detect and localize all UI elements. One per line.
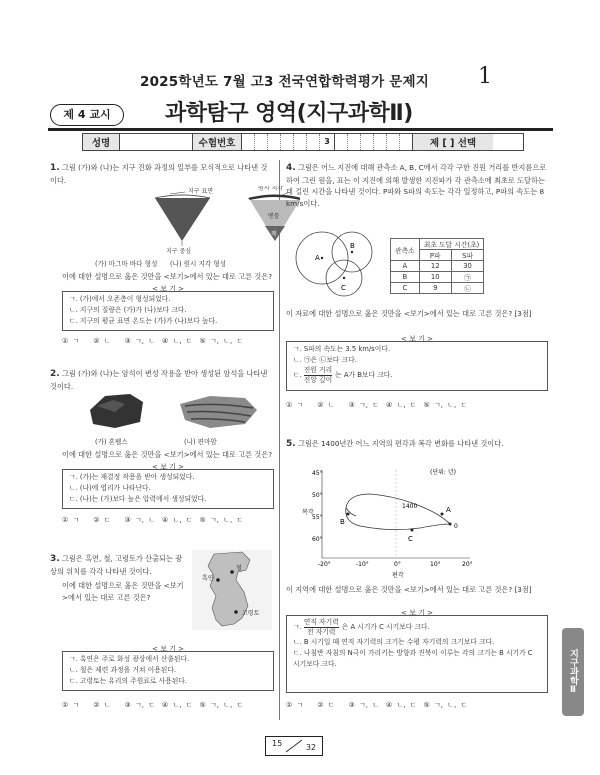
q5-bogi-1-head: ㄱ. bbox=[293, 623, 302, 631]
q4-bogi-title: < 보 기 > bbox=[401, 335, 433, 343]
magma-ocean-wedge bbox=[155, 198, 210, 241]
info-row bbox=[82, 133, 524, 151]
q5-bogi-2: ㄴ. B 시기일 때 연직 자기력의 크기는 수평 자기력의 크기보다 크다. bbox=[293, 638, 495, 646]
label-center: 지구 중심 bbox=[166, 248, 192, 255]
q1-bogi-3: ㄷ. 지구의 평균 표면 온도는 (가)가 (나)보다 높다. bbox=[69, 317, 218, 325]
q5-bogi-title: < 보 기 > bbox=[401, 609, 433, 617]
q2-bogi bbox=[62, 469, 274, 509]
q2-text: 그림 (가)와 (나)는 암석이 변성 작용을 받아 생성된 암석을 나타낸 것이다. bbox=[50, 369, 268, 391]
ytick-50: 50° bbox=[312, 492, 323, 499]
q5-options[interactable]: ① ㄱ ② ㄷ ③ ㄱ, ㄴ ④ ㄴ, ㄷ ⑤ ㄱ, ㄴ, ㄷ bbox=[286, 701, 468, 709]
label-core: 핵 bbox=[271, 231, 277, 238]
q1-prompt: 이에 대한 설명으로 옳은 것만을 <보기>에서 있는 대로 고른 것은? bbox=[62, 272, 273, 281]
exam-no-label: 수험번호 bbox=[193, 134, 242, 150]
q1-number: 1. bbox=[50, 163, 60, 173]
q5-magnetic-chart bbox=[300, 462, 478, 580]
q5-prompt: 이 지역에 대한 설명으로 옳은 것만을 <보기>에서 있는 대로 고른 것은? [3점] bbox=[286, 585, 532, 594]
q3-bogi bbox=[62, 651, 274, 691]
q1-bogi-1: ㄱ. (가)에서 오존층이 형성되었다. bbox=[69, 295, 171, 303]
label-mantle: 맨틀 bbox=[268, 213, 280, 220]
map-label-graphite: 흑연 bbox=[202, 575, 214, 582]
chart-ylabel: 복각 bbox=[302, 509, 314, 516]
q5-text: 그림은 1400년간 어느 지역의 편각과 복각 변화를 나타낸 것이다. bbox=[297, 439, 504, 448]
q1-text: 그림 (가)와 (나)는 지구 진화 과정의 일부를 모식적으로 나타낸 것이다. bbox=[50, 163, 268, 185]
xtick-neg20: -20° bbox=[318, 561, 331, 568]
point-label-c: C bbox=[408, 535, 413, 543]
variation-curve bbox=[346, 494, 450, 530]
circle-label-c: C bbox=[341, 284, 346, 292]
xtick-10: 10° bbox=[430, 561, 441, 568]
hornfels-rock bbox=[90, 394, 143, 428]
q2-caption-b: (나) 편마암 bbox=[184, 438, 217, 446]
table-header-time: 최초 도달 시간(초) bbox=[419, 239, 484, 250]
q3-korea-map bbox=[192, 550, 272, 630]
label-primitive-crust: 원시 지각 bbox=[258, 186, 284, 192]
ytick-60: 60° bbox=[312, 536, 323, 543]
circle-label-a: A bbox=[315, 254, 320, 262]
q4-text: 그림은 어느 지진에 대해 관측소 A, B, C에서 각각 구한 진원 거리를 반지름으로 하여 그린 원을, 표는 이 지진에 의해 발생한 지진파가 각 관측소에 최초로 도달하는 데 걸린 시간을 나타낸 것이다. P파와 S파의 속도는 각각 일정하고, P파의 속도는 8 km/s이다. bbox=[286, 163, 547, 208]
q4-bogi-1: ㄱ. S파의 속도는 3.5 km/s이다. bbox=[293, 345, 391, 353]
q2-options[interactable]: ① ㄱ ② ㄷ ③ ㄱ, ㄴ ④ ㄴ, ㄷ ⑤ ㄱ, ㄴ, ㄷ bbox=[62, 516, 244, 524]
q1-bogi-title: < 보 기 > bbox=[152, 285, 184, 293]
point-label-0: 0 bbox=[454, 523, 458, 530]
table-header-p: P파 bbox=[419, 250, 451, 261]
page-footer bbox=[265, 736, 323, 756]
q5-bogi-1-den: 전 자기력 bbox=[307, 628, 336, 636]
name-label: 성명 bbox=[83, 134, 120, 150]
footer-total: 32 bbox=[305, 743, 316, 752]
select-label: 제 [ ] 선택 bbox=[413, 134, 493, 150]
q5-bogi bbox=[286, 615, 548, 693]
exam-no-digit: 3 bbox=[320, 134, 335, 150]
table-row: B 10 ㉠ bbox=[391, 272, 484, 283]
point-label-1400: 1400 bbox=[402, 503, 418, 510]
chart-xlabel: 편각 bbox=[392, 572, 404, 579]
ytick-55: 55° bbox=[312, 514, 323, 521]
q1-bogi bbox=[62, 291, 274, 331]
q5-bogi-1-num: 연직 자기력 bbox=[303, 618, 339, 626]
q4-number: 4. bbox=[286, 163, 296, 173]
q4-bogi-3-den: 진앙 깊이 bbox=[303, 376, 333, 384]
q2-bogi-2: ㄴ. (나)에 엽리가 나타난다. bbox=[69, 484, 151, 492]
ytick-45: 45° bbox=[312, 470, 323, 477]
subject-title: 과학탐구 영역(지구과학Ⅱ) bbox=[165, 101, 413, 126]
question-4 bbox=[286, 162, 548, 209]
xtick-neg10: -10° bbox=[356, 561, 369, 568]
q1-caption-b: (나) 원시 지각 형성 bbox=[170, 260, 227, 268]
header-rule bbox=[48, 128, 553, 131]
q1-options[interactable]: ① ㄱ ② ㄴ ③ ㄱ, ㄴ ④ ㄴ, ㄷ ⑤ ㄱ, ㄴ, ㄷ bbox=[62, 337, 244, 345]
xtick-0: 0° bbox=[394, 561, 401, 568]
subject-side-tab: 지구과학Ⅱ bbox=[562, 628, 584, 716]
q5-number: 5. bbox=[286, 439, 296, 449]
question-2 bbox=[50, 368, 272, 392]
q4-table bbox=[390, 238, 484, 294]
name-field[interactable] bbox=[120, 134, 193, 150]
q5-bogi-1-tail: 은 A 시기가 C 시기보다 크다. bbox=[341, 623, 430, 631]
q2-prompt: 이에 대한 설명으로 옳은 것만을 <보기>에서 있는 대로 고른 것은? bbox=[62, 450, 273, 459]
q3-bogi-1: ㄱ. 흑연은 주로 화성 광상에서 산출된다. bbox=[69, 655, 190, 663]
q3-options[interactable]: ① ㄱ ② ㄴ ③ ㄱ, ㄷ ④ ㄴ, ㄷ ⑤ ㄱ, ㄴ, ㄷ bbox=[62, 701, 244, 709]
q4-prompt: 이 자료에 대한 설명으로 옳은 것만을 <보기>에서 있는 대로 고른 것은? [3점] bbox=[286, 309, 532, 318]
table-header-station: 관측소 bbox=[391, 239, 420, 261]
q3-bogi-title: < 보 기 > bbox=[152, 645, 184, 653]
point-0 bbox=[449, 523, 452, 526]
q2-bogi-title: < 보 기 > bbox=[152, 463, 184, 471]
q5-bogi-1 bbox=[293, 618, 541, 637]
q4-bogi-3-tail: 는 A가 B보다 크다. bbox=[335, 371, 393, 379]
q4-options[interactable]: ① ㄱ ② ㄴ ③ ㄱ, ㄷ ④ ㄴ, ㄷ ⑤ ㄱ, ㄴ, ㄷ bbox=[286, 401, 468, 409]
q2-bogi-1: ㄱ. (가)는 재결정 작용을 받아 생성되었다. bbox=[69, 473, 195, 481]
q3-text: 그림은 흑연, 철, 고령토가 산출되는 광상의 위치를 각각 나타낸 것이다. bbox=[50, 554, 183, 576]
q3-prompt: 이에 대한 설명으로 옳은 것만을 <보기>에서 있는 대로 고른 것은? bbox=[62, 581, 184, 602]
q1-diagram bbox=[140, 186, 300, 256]
table-header-s: S파 bbox=[451, 250, 483, 261]
point-label-a: A bbox=[446, 506, 451, 514]
q1-bogi-2: ㄴ. 지구의 질량은 (가)가 (나)보다 크다. bbox=[69, 306, 187, 314]
label-surface: 지구 표면 bbox=[188, 188, 214, 195]
chart-unit: (단위: 년) bbox=[430, 469, 456, 476]
q2-bogi-3: ㄷ. (나)는 (가)보다 높은 압력에서 생성되었다. bbox=[69, 495, 207, 503]
q3-number: 3. bbox=[50, 554, 60, 564]
question-3 bbox=[50, 553, 188, 577]
table-row: C 9 ㉡ bbox=[391, 283, 484, 294]
point-c bbox=[411, 529, 414, 532]
q2-rock-photos bbox=[85, 392, 265, 432]
q2-caption-a: (가) 혼펠스 bbox=[95, 438, 128, 446]
exam-no-field[interactable] bbox=[242, 134, 413, 150]
circle-label-b: B bbox=[350, 242, 355, 250]
q4-bogi-3: ㄷ. 진원 거리 진앙 깊이 는 A가 B보다 크다. bbox=[293, 366, 393, 384]
q3-bogi-2: ㄴ. 철은 제련 과정을 거쳐 이용된다. bbox=[69, 666, 177, 674]
footer-page: 15 bbox=[272, 739, 283, 748]
q1-caption-a: (가) 마그마 바다 형성 bbox=[95, 260, 158, 268]
table-row: A 12 30 bbox=[391, 261, 484, 272]
session-badge: 제 4 교시 bbox=[50, 104, 124, 126]
point-label-b: B bbox=[340, 518, 345, 526]
point-b bbox=[347, 513, 350, 516]
q4-circles-diagram bbox=[286, 228, 386, 300]
q4-bogi bbox=[286, 341, 548, 391]
xtick-20: 20° bbox=[462, 561, 473, 568]
q3-bogi-3: ㄷ. 고령토는 유리의 주원료로 사용된다. bbox=[69, 677, 188, 685]
page-number: 1 bbox=[478, 64, 492, 89]
q2-number: 2. bbox=[50, 369, 60, 379]
q4-bogi-2: ㄴ. ㉠은 ㉡보다 크다. bbox=[293, 356, 357, 364]
map-label-iron: 철 bbox=[236, 565, 242, 572]
map-label-kaolin: 고령토 bbox=[242, 610, 260, 617]
question-1 bbox=[50, 162, 272, 186]
question-5 bbox=[286, 438, 548, 451]
point-a bbox=[441, 513, 444, 516]
exam-title: 2025학년도 7월 고3 전국연합학력평가 문제지 bbox=[140, 74, 430, 90]
q5-bogi-3: ㄷ. 나침반 자침의 N극이 가리키는 방향과 진북이 이루는 각의 크기는 B 시기가 C 시기보다 크다. bbox=[293, 649, 533, 668]
